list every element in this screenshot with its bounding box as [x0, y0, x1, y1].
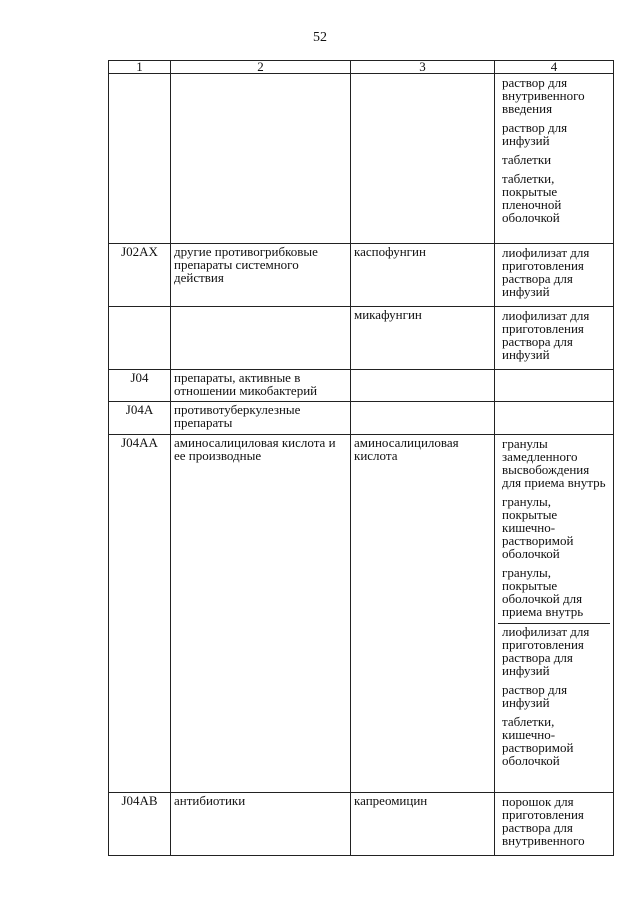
pharm-group: препараты, активные в отношении микобактерий — [171, 370, 351, 402]
table-row — [109, 74, 614, 244]
substance — [351, 402, 495, 435]
column-header: 3 — [351, 61, 495, 74]
table-row — [109, 435, 614, 793]
table-row — [109, 793, 614, 856]
dosage-forms — [495, 244, 614, 307]
atc-code: J04AB — [109, 793, 171, 856]
dosage-forms — [495, 793, 614, 856]
dosage-form: раствор для внутривенного введения — [502, 75, 585, 116]
substance: капреомицин — [351, 793, 495, 856]
dosage-forms — [495, 307, 614, 370]
page-number: 52 — [313, 30, 327, 45]
dosage-form: лиофилизат для приготовления раствора для инфузий — [502, 245, 590, 299]
atc-code: J04 — [109, 370, 171, 402]
drug-table — [108, 60, 614, 856]
substance — [351, 370, 495, 402]
dosage-form: раствор для инфузий — [502, 682, 568, 710]
substance: каспофунгин — [351, 244, 495, 307]
dosage-form: гранулы замедленного высвобождения для приема внутрь — [502, 436, 606, 490]
dosage-form: порошок для приготовления раствора для внутривенного — [502, 794, 585, 848]
dosage-forms — [495, 370, 614, 402]
pharm-group — [171, 74, 351, 244]
atc-code — [109, 74, 171, 244]
dosage-form: лиофилизат для приготовления раствора для инфузий — [502, 308, 590, 362]
dosage-form: таблетки, покрытые пленочной оболочкой — [502, 171, 562, 225]
dosage-form: гранулы, покрытые кишечно-растворимой оболочкой — [502, 494, 574, 561]
atc-code: J04A — [109, 402, 171, 435]
substance: микафунгин — [351, 307, 495, 370]
atc-code: J04AA — [109, 435, 171, 793]
pharm-group: противотуберкулезные препараты — [171, 402, 351, 435]
dosage-forms — [495, 435, 614, 793]
pharm-group — [171, 307, 351, 370]
table-row — [109, 402, 614, 435]
pharm-group: аминосалициловая кислота и ее производные — [171, 435, 351, 793]
atc-code — [109, 307, 171, 370]
dosage-form: гранулы, покрытые оболочкой для приема внутрь — [502, 565, 584, 619]
dosage-form: раствор для инфузий — [502, 120, 568, 148]
table-row — [109, 307, 614, 370]
pharm-group: антибиотики — [171, 793, 351, 856]
column-header: 2 — [171, 61, 351, 74]
dosage-form: таблетки, кишечно-растворимой оболочкой — [502, 714, 574, 768]
dosage-form: лиофилизат для приготовления раствора для инфузий — [498, 623, 610, 682]
dosage-forms — [495, 74, 614, 244]
column-header: 4 — [495, 61, 614, 74]
dosage-form: таблетки — [502, 152, 552, 167]
table-row — [109, 244, 614, 307]
atc-code: J02AX — [109, 244, 171, 307]
column-header: 1 — [109, 61, 171, 74]
header-row — [109, 61, 614, 74]
dosage-forms — [495, 402, 614, 435]
substance — [351, 74, 495, 244]
table-row — [109, 370, 614, 402]
substance: аминосалициловая кислота — [351, 435, 495, 793]
pharm-group: другие противогрибковые препараты системного действия — [171, 244, 351, 307]
